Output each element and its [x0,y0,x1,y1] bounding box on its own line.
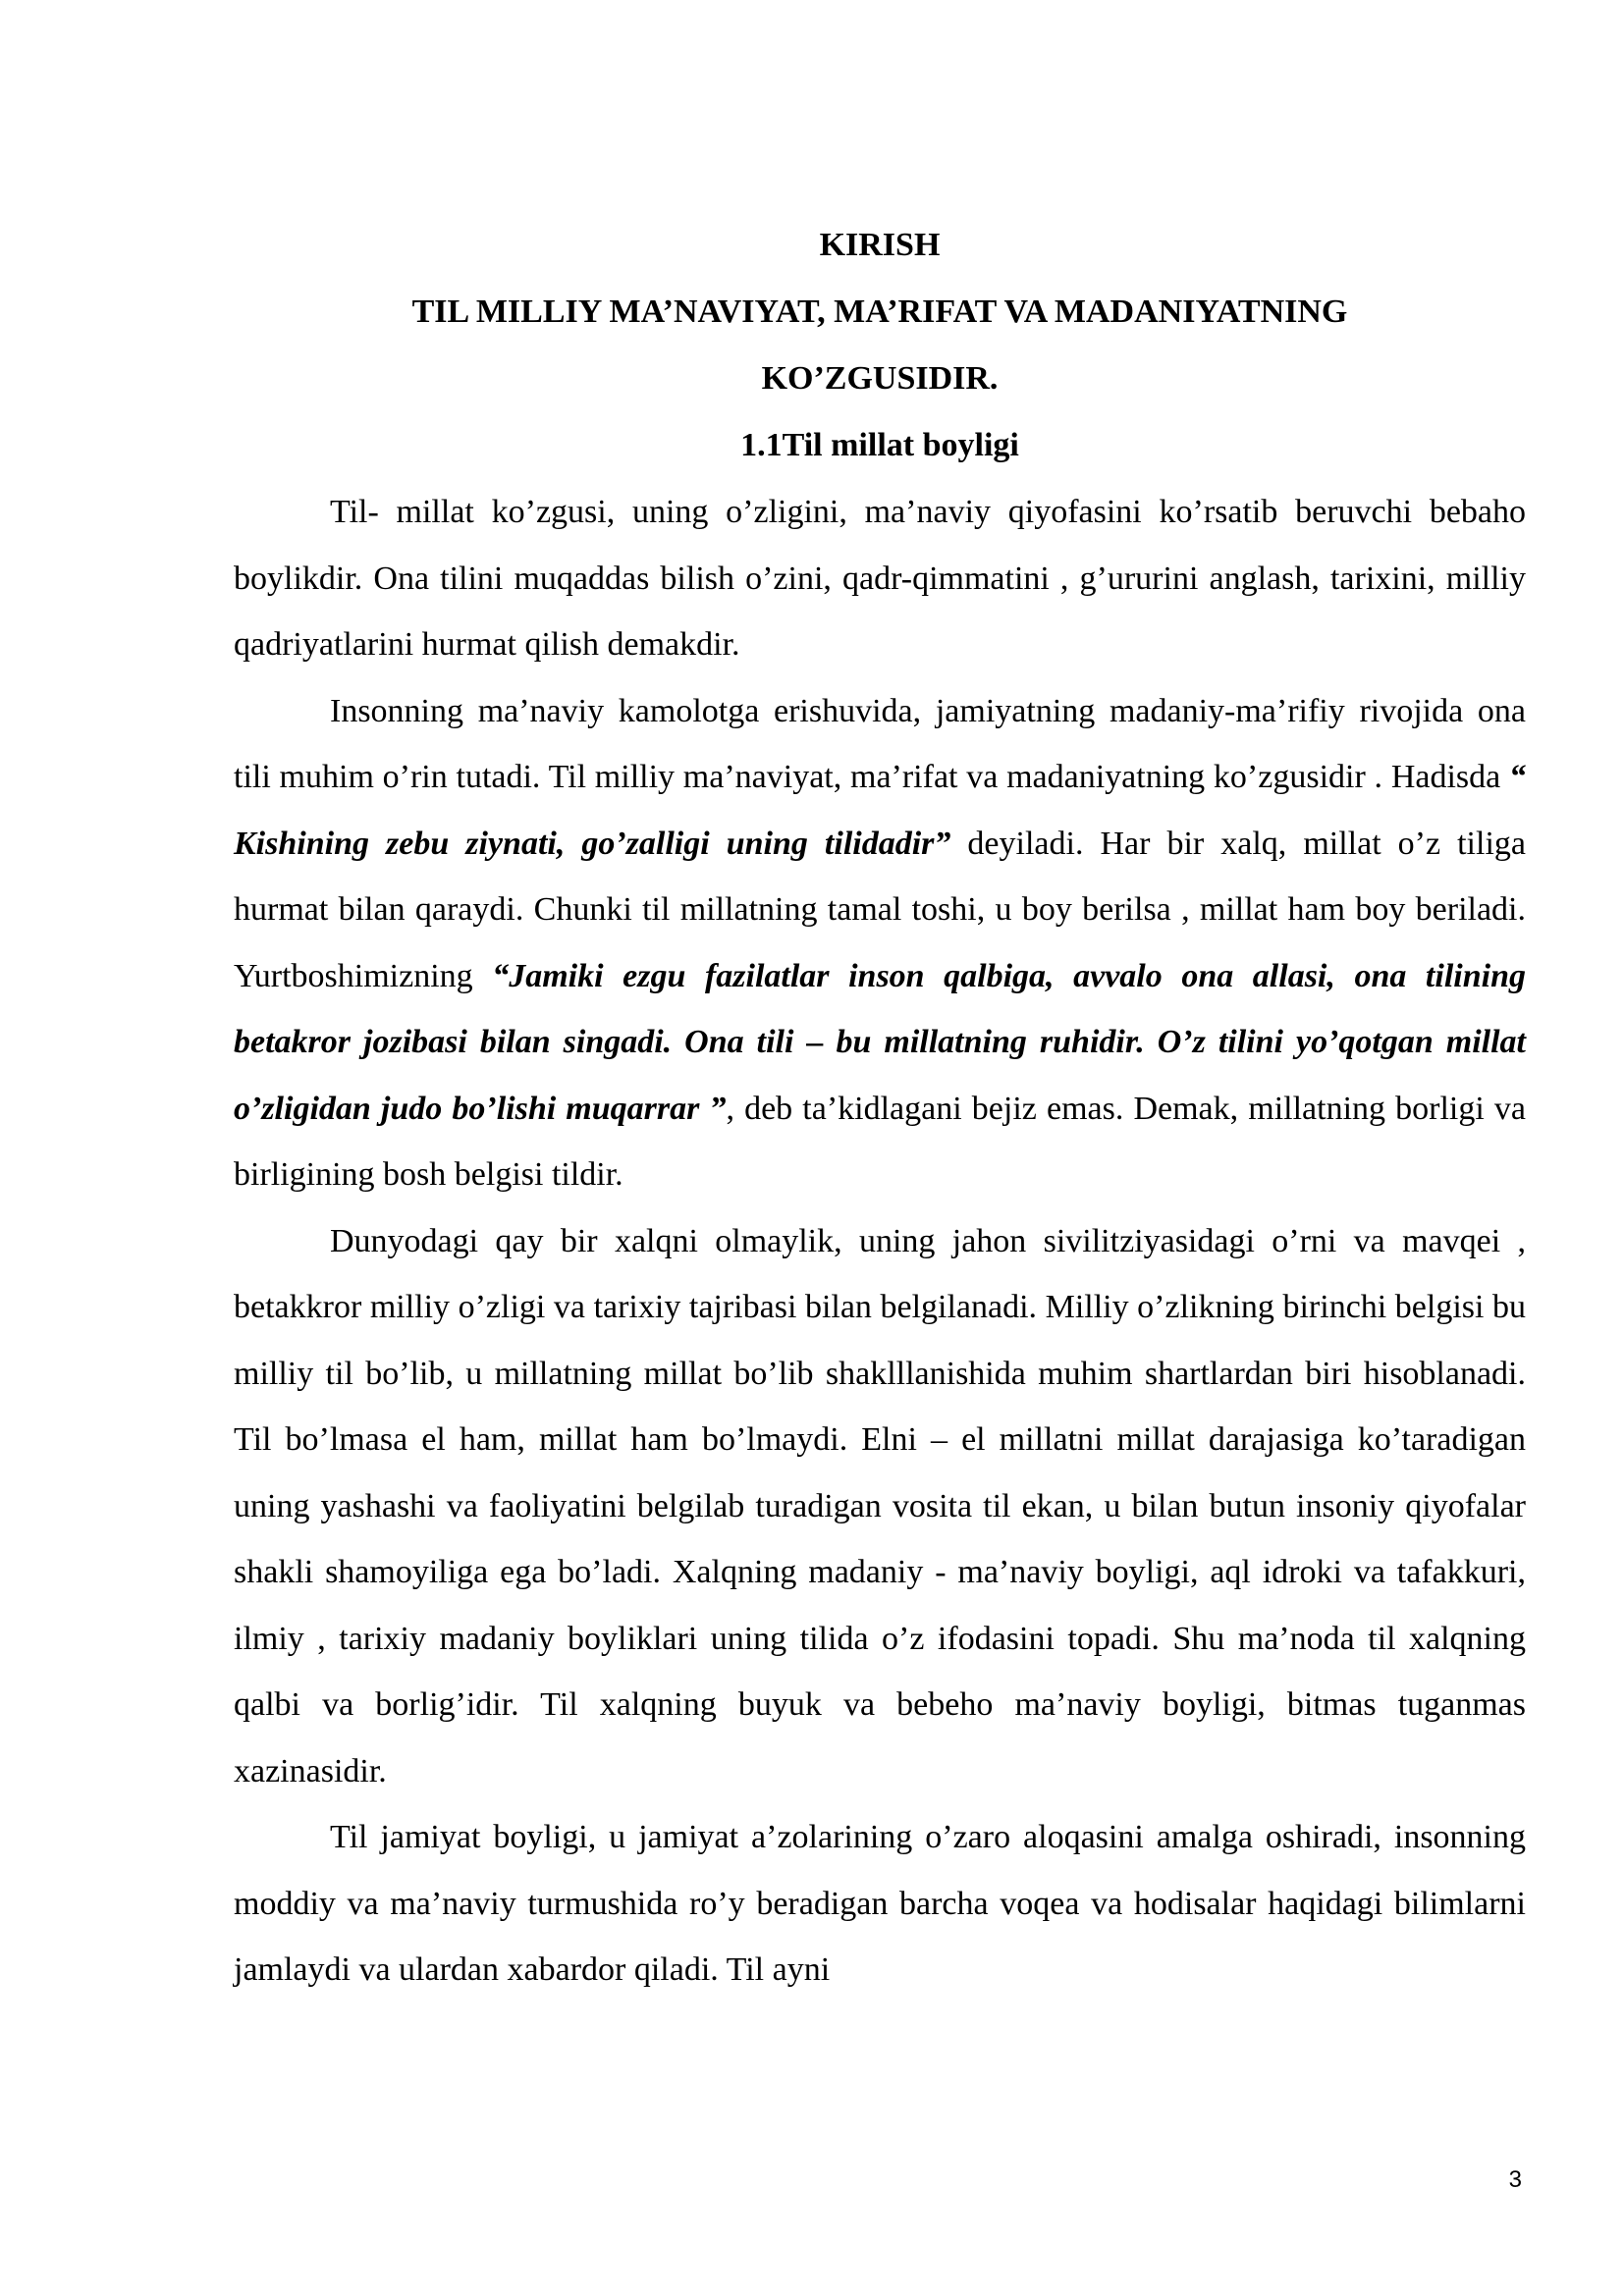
paragraph-2-text-1: Insonning ma’naviy kamolotga erishuvida, jamiyatning madaniy-ma’rifiy rivojida ona tili muhim o’rin tutadi. Til milliy ma’naviyat, ma’rifat va madaniyatning ko’zgusidir . Hadisda [234,692,1526,795]
hadith-quote: “ Kishining zebu ziynati, go’zalligi uning tilidadir” [234,759,1526,862]
chapter-title: KIRISH [819,227,941,263]
body-text [234,479,1526,2003]
page-number: 3 [1508,2166,1522,2193]
president-quote: “Jamiki ezgu fazilatlar inson qalbiga, avvalo ona allasi, ona tilining betakror jozibasi bilan singadi. Ona tili – bu millatning ruhidir. O’z tilini yo’qotgan millat o’zligidan judo bo’lishi muqarrar ” [234,957,1526,1127]
chapter-subtitle-line-1: TIL MILLIY MA’NAVIYAT, MA’RIFAT VA MADANIYATNING [411,294,1348,330]
paragraph-2-text-3: , deb ta’kidlagani bejiz emas. Demak, millatning borligi va birligining bosh belgisi tildir. [234,1090,1526,1193]
paragraph-4: Til jamiyat boyligi, u jamiyat a’zolarining o’zaro aloqasini amalga oshiradi, insonning moddiy va ma’naviy turmushida ro’y beradigan barcha voqea va hodisalar haqidagi bilimlarni jamlaydi va ulardan xabardor qiladi. Til ayni [234,1819,1526,1988]
chapter-subtitle-line-2: KO’ZGUSIDIR. [761,360,999,397]
paragraph-3: Dunyodagi qay bir xalqni olmaylik, uning jahon sivilitziyasidagi o’rni va mavqei , betakkror milliy o’zligi va tarixiy tajribasi bilan belgilanadi. Milliy o’zlikning birinchi belgisi bu milliy til bo’lib, u millatning millat bo’lib shaklllanishida muhim shartlardan biri hisoblanadi. Til bo’lmasa el ham, millat ham bo’lmaydi. Elni – el millatni millat darajasiga ko’taradigan uning yashashi va faoliyatini belgilab turadigan vosita til ekan, u bilan butun insoniy qiyofalar shakli shamoyiliga ega bo’ladi. Xalqning madaniy - ma’naviy boyligi, aql idroki va tafakkuri, ilmiy , tarixiy madaniy boyliklari uning tilida o’z ifodasini topadi. Shu ma’noda til xalqning qalbi va borlig’idir. Til xalqning buyuk va bebeho ma’naviy boyligi, bitmas tuganmas xazinasidir. [234,1222,1526,1789]
paragraph-2 [234,678,1526,1208]
paragraph-1: Til- millat ko’zgusi, uning o’zligini, ma’naviy qiyofasini ko’rsatib beruvchi bebaho boylikdir. Ona tilini muqaddas bilish o’zini, qadr-qimmatini , g’ururini anglash, tarixini, milliy qadriyatlarini hurmat qilish demakdir. [234,494,1526,663]
heading-block [234,212,1526,479]
section-title: 1.1Til millat boyligi [740,427,1019,463]
paragraph-2-text-2: deyiladi. Har bir xalq, millat o’z tiliga hurmat bilan qaraydi. Chunki til millatning tamal toshi, u boy berilsa , millat ham boy beriladi. Yurtboshimizning [234,825,1526,994]
